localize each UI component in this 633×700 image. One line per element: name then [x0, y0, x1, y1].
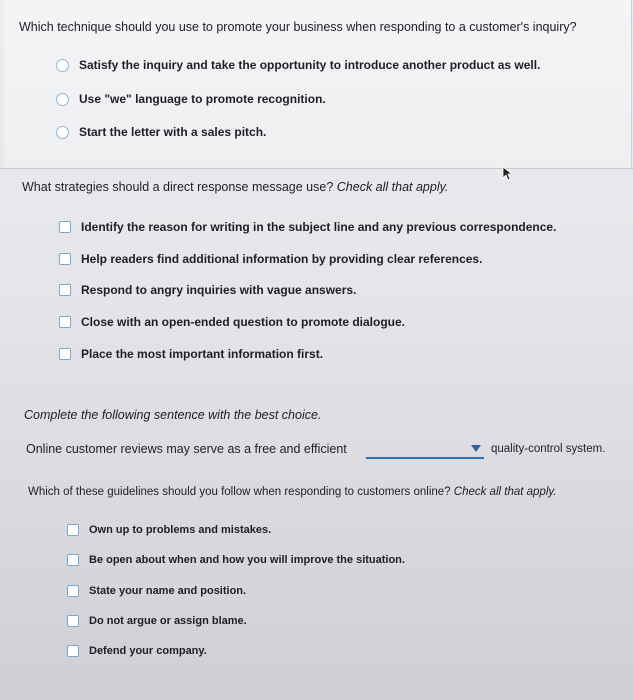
q3-sentence-start: Online customer reviews may serve as a free and efficient	[26, 442, 347, 456]
q4-option-3-label: State your name and position.	[89, 585, 247, 597]
q2-option-2[interactable]	[59, 252, 482, 266]
q4-instruction: Check all that apply.	[453, 486, 557, 498]
checkbox[interactable]	[59, 253, 71, 265]
q2-option-2-label: Help readers find additional information by providing clear references.	[81, 252, 483, 266]
checkbox[interactable]	[67, 524, 79, 536]
mouse-cursor-icon	[501, 165, 515, 181]
section-divider	[0, 168, 633, 169]
q4-question	[28, 486, 556, 498]
q4-option-3[interactable]	[67, 585, 246, 597]
q4-option-2[interactable]	[67, 554, 405, 566]
checkbox[interactable]	[59, 221, 71, 233]
q4-question-text: Which of these guidelines should you follow when responding to customers online?	[28, 486, 451, 498]
q3-instruction-text: Complete the following sentence with the best choice.	[24, 408, 322, 422]
q4-option-4[interactable]	[67, 615, 247, 627]
q2-option-4[interactable]	[59, 315, 405, 329]
q1-option-1-label: Satisfy the inquiry and take the opportunity to introduce another product as well.	[79, 58, 541, 72]
q1-option-2-label: Use "we" language to promote recognition.	[79, 92, 326, 106]
radio-button[interactable]	[56, 126, 69, 139]
q2-question	[22, 180, 448, 194]
q1-option-2[interactable]	[56, 92, 326, 106]
checkbox[interactable]	[67, 645, 79, 657]
q4-option-1[interactable]	[67, 524, 271, 536]
q3-sentence-end: quality-control system.	[491, 443, 606, 455]
checkbox[interactable]	[59, 284, 71, 296]
q3-answer-dropdown[interactable]	[366, 441, 484, 459]
q4-option-4-label: Do not argue or assign blame.	[89, 615, 247, 627]
q1-option-1[interactable]	[56, 58, 540, 72]
checkbox[interactable]	[67, 585, 79, 597]
q2-option-3-label: Respond to angry inquiries with vague answers.	[81, 283, 357, 297]
radio-button[interactable]	[56, 59, 69, 72]
q2-option-1-label: Identify the reason for writing in the subject line and any previous correspondence.	[81, 220, 557, 234]
q1-question: Which technique should you use to promote your business when responding to a customer's inquiry?	[19, 20, 577, 34]
checkbox[interactable]	[67, 615, 79, 627]
q2-option-5[interactable]	[59, 347, 323, 361]
dropdown-caret-icon[interactable]	[471, 445, 481, 452]
q2-option-5-label: Place the most important information first.	[81, 347, 324, 361]
q3-instruction	[24, 408, 321, 422]
checkbox[interactable]	[59, 316, 71, 328]
q1-option-3-label: Start the letter with a sales pitch.	[79, 125, 267, 139]
q4-option-5-label: Defend your company.	[89, 645, 207, 657]
q2-question-text: What strategies should a direct response message use?	[22, 180, 334, 194]
q4-option-5[interactable]	[67, 645, 207, 657]
q2-option-1[interactable]	[59, 220, 556, 234]
q4-option-2-label: Be open about when and how you will improve the situation.	[89, 554, 405, 566]
q2-option-3[interactable]	[59, 283, 356, 297]
q4-option-1-label: Own up to problems and mistakes.	[89, 524, 272, 536]
checkbox[interactable]	[67, 554, 79, 566]
radio-button[interactable]	[56, 93, 69, 106]
q2-instruction: Check all that apply.	[336, 180, 449, 194]
q2-option-4-label: Close with an open-ended question to promote dialogue.	[81, 315, 406, 329]
q1-option-3[interactable]	[56, 125, 266, 139]
checkbox[interactable]	[59, 348, 71, 360]
